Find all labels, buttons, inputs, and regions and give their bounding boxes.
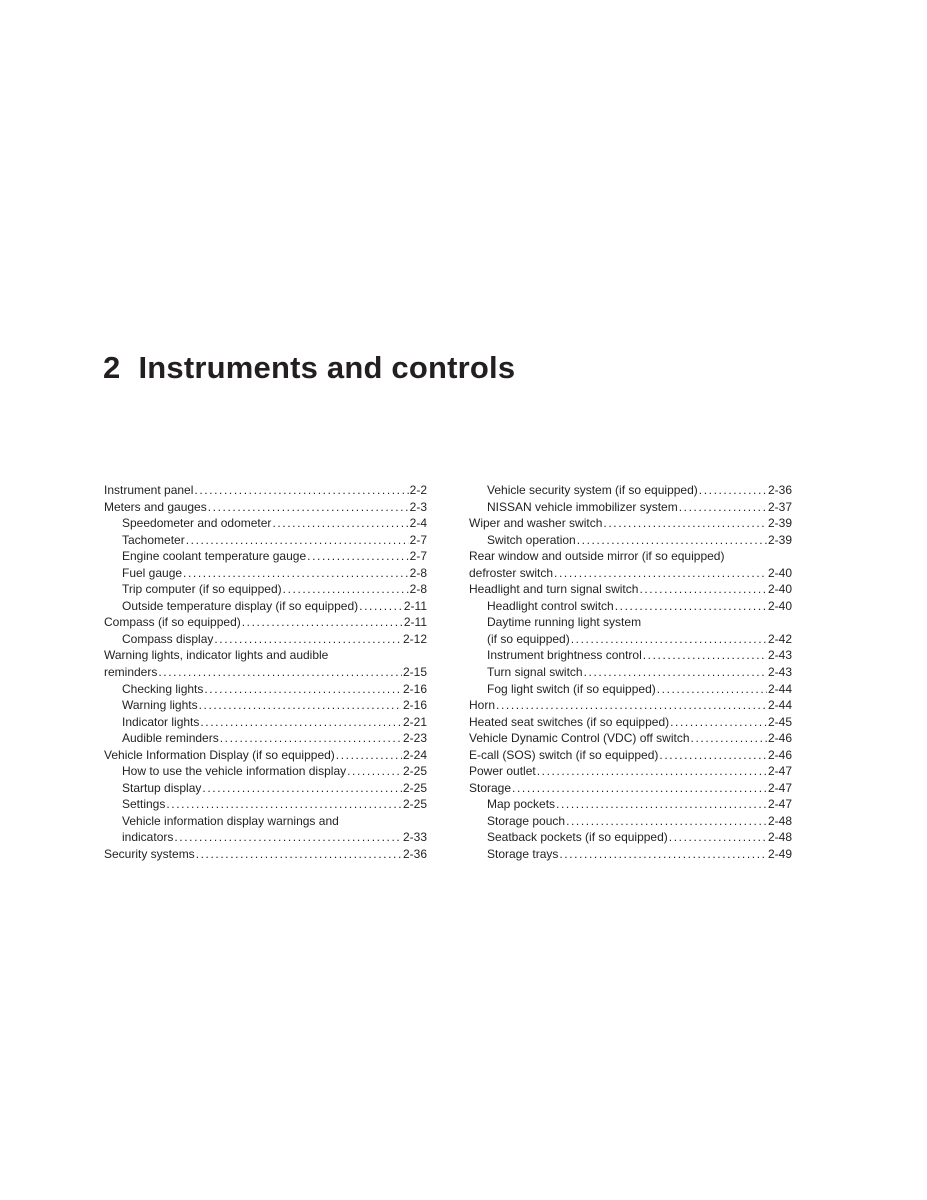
toc-entry[interactable] <box>104 763 427 780</box>
toc-entry-page: 2-43 <box>767 665 792 680</box>
toc-entry-page: 2-49 <box>767 847 792 862</box>
toc-entry-title: indicators <box>122 830 174 845</box>
toc-entry-title: Meters and gauges <box>104 499 207 514</box>
toc-entry-page: 2-7 <box>409 532 427 547</box>
toc-entry[interactable] <box>469 813 792 830</box>
dot-leader <box>214 631 402 648</box>
toc-entry[interactable] <box>469 714 792 731</box>
toc-entry-title: Headlight and turn signal switch <box>469 582 639 597</box>
toc-entry-page: 2-42 <box>767 631 792 646</box>
toc-entry-page: 2-37 <box>767 499 792 514</box>
toc-entry-page: 2-25 <box>402 797 427 812</box>
dot-leader <box>204 681 402 698</box>
toc-entry-title: Fog light switch (if so equipped) <box>487 681 656 696</box>
dot-leader <box>283 581 409 598</box>
toc-entry-title: defroster switch <box>469 565 554 580</box>
toc-entry-title: Settings <box>122 797 166 812</box>
toc-entry-line: Daytime running light system <box>487 615 642 630</box>
toc-entry[interactable] <box>469 697 792 714</box>
toc-entry[interactable] <box>104 614 427 631</box>
toc-entry[interactable] <box>104 829 427 846</box>
dot-leader <box>242 614 403 631</box>
toc-entry[interactable] <box>104 532 427 549</box>
toc-entry-page: 2-23 <box>402 731 427 746</box>
toc-entry-title: Turn signal switch <box>487 665 583 680</box>
toc-entry-line: Vehicle information display warnings and <box>122 813 339 828</box>
dot-leader <box>657 681 767 698</box>
toc-entry-title: Tachometer <box>122 532 185 547</box>
dot-leader <box>158 664 402 681</box>
toc-entry-page: 2-43 <box>767 648 792 663</box>
toc-entry[interactable] <box>104 796 427 813</box>
toc-entry[interactable] <box>469 631 792 648</box>
toc-entry-page: 2-44 <box>767 681 792 696</box>
toc-entry[interactable] <box>104 714 427 731</box>
toc-entry[interactable] <box>469 565 792 582</box>
toc-entry-title: E-call (SOS) switch (if so equipped) <box>469 747 659 762</box>
toc-entry-page: 2-8 <box>409 565 427 580</box>
toc-entry-title: Vehicle security system (if so equipped) <box>487 483 698 497</box>
dot-leader <box>196 846 402 863</box>
toc-entry[interactable] <box>469 482 792 499</box>
toc-left-column <box>104 482 427 863</box>
toc-entry-page: 2-15 <box>402 665 427 680</box>
toc-entry[interactable] <box>104 581 427 598</box>
dot-leader <box>554 565 767 582</box>
toc-entry[interactable] <box>469 796 792 813</box>
toc-entry-page: 2-36 <box>402 847 427 862</box>
toc-entry[interactable] <box>469 499 792 516</box>
toc-entry-title: Map pockets <box>487 797 556 812</box>
toc-entry-page: 2-33 <box>402 830 427 845</box>
dot-leader <box>691 730 767 747</box>
toc-entry-title: Seatback pockets (if so equipped) <box>487 830 668 845</box>
toc-entry-title: Switch operation <box>487 532 576 547</box>
toc-entry-title: Horn <box>469 698 496 713</box>
dot-leader <box>208 499 409 516</box>
dot-leader <box>615 598 767 615</box>
toc-entry-title: Checking lights <box>122 681 204 696</box>
dot-leader <box>577 532 767 549</box>
toc-entry-page: 2-8 <box>409 582 427 597</box>
toc-entry[interactable] <box>104 730 427 747</box>
toc-entry-page: 2-12 <box>402 631 427 646</box>
toc-entry[interactable] <box>104 664 427 681</box>
toc-entry[interactable] <box>104 780 427 797</box>
toc-entry-page: 2-4 <box>409 516 427 531</box>
toc-entry-title: Instrument panel <box>104 483 194 497</box>
toc-entry-title: Indicator lights <box>122 714 200 729</box>
toc-entry-page: 2-7 <box>409 549 427 564</box>
dot-leader <box>670 714 767 731</box>
toc-entry-title: Heated seat switches (if so equipped) <box>469 714 670 729</box>
toc-entry-line: Rear window and outside mirror (if so equipped) <box>469 549 725 564</box>
dot-leader <box>359 598 403 615</box>
dot-leader <box>571 631 767 648</box>
toc-entry[interactable] <box>469 664 792 681</box>
toc-entry-page: 2-44 <box>767 698 792 713</box>
toc-entry-page: 2-2 <box>409 483 427 497</box>
toc-entry-title: Warning lights <box>122 698 198 713</box>
toc-entry[interactable] <box>469 647 792 664</box>
dot-leader <box>566 813 767 830</box>
toc-entry-page: 2-45 <box>767 714 792 729</box>
toc-entry-page: 2-25 <box>402 780 427 795</box>
dot-leader <box>347 763 402 780</box>
dot-leader <box>220 730 402 747</box>
toc-entry-title: Vehicle Dynamic Control (VDC) off switch <box>469 731 690 746</box>
toc-entry[interactable] <box>104 565 427 582</box>
toc-entry-title: Outside temperature display (if so equipped) <box>122 598 359 613</box>
dot-leader <box>603 515 767 532</box>
dot-leader <box>202 780 402 797</box>
toc-entry[interactable] <box>104 846 427 863</box>
toc-entry-title: reminders <box>104 665 158 680</box>
toc-entry-title: Power outlet <box>469 764 536 779</box>
toc-entry-page: 2-21 <box>402 714 427 729</box>
toc-entry[interactable] <box>469 747 792 764</box>
toc-entry-title: Compass display <box>122 631 214 646</box>
toc-entry-title: (if so equipped) <box>487 631 570 646</box>
chapter-title-text: Instruments and controls <box>138 350 516 385</box>
toc-entry-title: Vehicle Information Display (if so equipped) <box>104 747 335 762</box>
toc-entry-page: 2-46 <box>767 747 792 762</box>
dot-leader <box>639 581 767 598</box>
toc-entry-title: Startup display <box>122 780 202 795</box>
toc-entry-page: 2-11 <box>403 598 427 613</box>
toc-entry-title: Wiper and washer switch <box>469 516 603 531</box>
dot-leader <box>496 697 767 714</box>
toc-entry-page: 2-11 <box>403 615 427 630</box>
dot-leader <box>512 780 767 797</box>
toc-entry-title: Storage <box>469 780 512 795</box>
toc-entry-title: Compass (if so equipped) <box>104 615 241 630</box>
dot-leader <box>336 747 402 764</box>
toc-entry-title: Fuel gauge <box>122 565 183 580</box>
toc-entry-line: Warning lights, indicator lights and audible <box>104 648 329 663</box>
dot-leader <box>537 763 767 780</box>
dot-leader <box>174 829 402 846</box>
dot-leader <box>659 747 767 764</box>
toc-entry-title: Instrument brightness control <box>487 648 642 663</box>
toc-entry-title: Audible reminders <box>122 731 219 746</box>
toc-entry[interactable] <box>469 829 792 846</box>
toc-entry-page: 2-40 <box>767 598 792 613</box>
dot-leader <box>200 714 402 731</box>
toc-entry-title: How to use the vehicle information display <box>122 764 347 779</box>
toc-entry[interactable] <box>469 730 792 747</box>
dot-leader <box>559 846 767 863</box>
toc-entry-page: 2-48 <box>767 813 792 828</box>
toc-entry-page: 2-16 <box>402 681 427 696</box>
dot-leader <box>679 499 767 516</box>
toc-entry-page: 2-16 <box>402 698 427 713</box>
toc-entry-page: 2-47 <box>767 797 792 812</box>
toc-entry[interactable] <box>104 548 427 565</box>
dot-leader <box>194 482 408 499</box>
toc-entry[interactable] <box>469 515 792 532</box>
dot-leader <box>556 796 767 813</box>
dot-leader <box>584 664 767 681</box>
toc-entry-page: 2-46 <box>767 731 792 746</box>
toc-entry[interactable] <box>104 697 427 714</box>
dot-leader <box>643 647 767 664</box>
toc-entry-title: Speedometer and odometer <box>122 516 272 531</box>
toc-entry[interactable] <box>469 598 792 615</box>
toc-entry[interactable] <box>469 846 792 863</box>
toc-entry-page: 2-39 <box>767 532 792 547</box>
chapter-number: 2 <box>103 350 121 385</box>
toc-entry-page: 2-36 <box>767 483 792 497</box>
toc-entry-page: 2-24 <box>402 747 427 762</box>
toc-entry[interactable] <box>469 532 792 549</box>
toc-entry-title: Engine coolant temperature gauge <box>122 549 307 564</box>
toc-entry[interactable] <box>104 515 427 532</box>
toc-entry[interactable] <box>104 681 427 698</box>
dot-leader <box>183 565 409 582</box>
toc-entry-page: 2-47 <box>767 780 792 795</box>
toc-entry-title: Storage trays <box>487 847 559 862</box>
toc-entry[interactable] <box>104 747 427 764</box>
toc-entry[interactable] <box>104 631 427 648</box>
toc-entry-page: 2-3 <box>409 499 427 514</box>
toc-entry-title: Trip computer (if so equipped) <box>122 582 282 597</box>
toc-entry-page: 2-40 <box>767 565 792 580</box>
toc-entry-page: 2-39 <box>767 516 792 531</box>
toc-right-column <box>469 482 792 863</box>
toc-entry-page: 2-48 <box>767 830 792 845</box>
toc-entry-title: Storage pouch <box>487 813 566 828</box>
toc-entry[interactable] <box>104 482 427 499</box>
toc-entry[interactable] <box>469 780 792 797</box>
toc-entry[interactable] <box>469 581 792 598</box>
toc-entry-title: Headlight control switch <box>487 598 614 613</box>
dot-leader <box>166 796 402 813</box>
toc-entry[interactable] <box>104 499 427 516</box>
toc-entry-page: 2-25 <box>402 764 427 779</box>
toc-entry-page: 2-47 <box>767 764 792 779</box>
dot-leader <box>272 515 408 532</box>
dot-leader <box>307 548 409 565</box>
dot-leader <box>699 482 767 499</box>
dot-leader <box>199 697 402 714</box>
dot-leader <box>186 532 409 549</box>
toc-entry[interactable] <box>469 681 792 698</box>
dot-leader <box>669 829 767 846</box>
toc-entry-page: 2-40 <box>767 582 792 597</box>
toc-entry[interactable] <box>469 763 792 780</box>
toc-entry-title: NISSAN vehicle immobilizer system <box>487 499 678 514</box>
toc-entry-title: Security systems <box>104 847 195 862</box>
toc-entry[interactable] <box>104 598 427 615</box>
chapter-title <box>103 350 515 386</box>
